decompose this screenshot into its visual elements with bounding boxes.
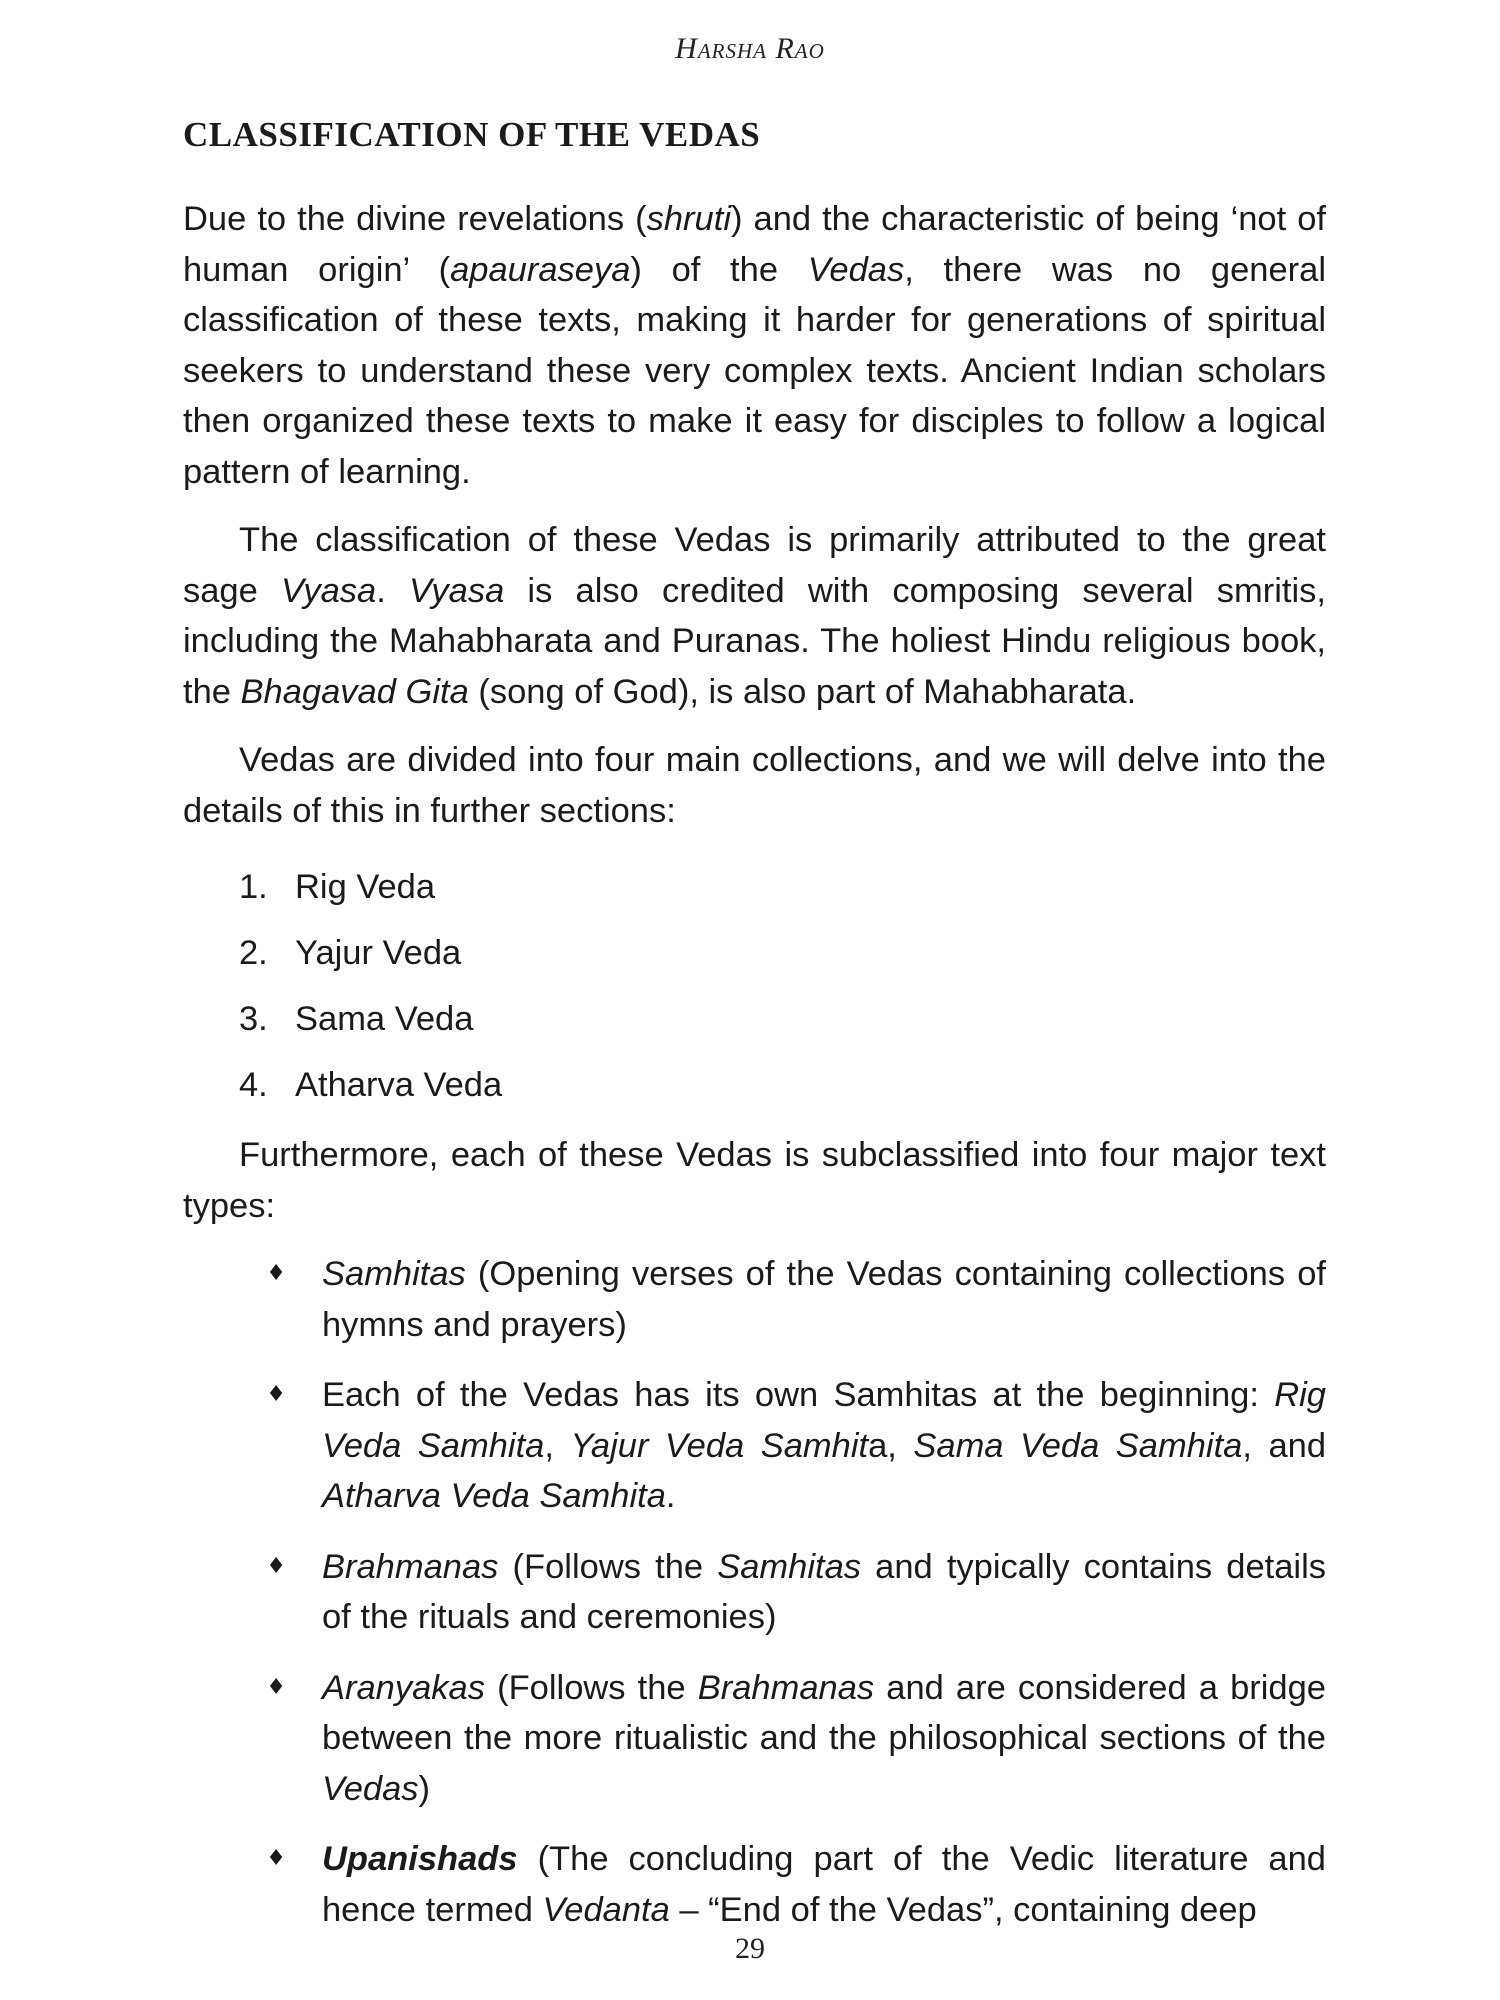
- paragraph-1: Due to the divine revelations (shruti) and the characteristic of being ‘not of human origin’ (apauraseya) of the Vedas, there was no general classification of these texts, making it harder for generations of spiritual seekers to understand these very complex texts. Ancient Indian scholars then organized these texts to make it easy for disciples to follow a logical pattern of learning.: [183, 200, 1326, 491]
- list-item: 4. Atharva Veda: [239, 1065, 503, 1104]
- list-item: ♦ Brahmanas (Follows the Samhitas and typically contains details of the rituals and ceremonies): [183, 1542, 1326, 1643]
- diamond-bullet-icon: ♦: [266, 1382, 286, 1407]
- diamond-bullet-icon: ♦: [266, 1674, 286, 1700]
- diamond-bullet-icon: ♦: [266, 1553, 286, 1579]
- vedas-list: [239, 854, 1326, 1118]
- diamond-bullet-icon: ♦: [266, 1261, 286, 1286]
- running-head: Harsha Rao: [675, 32, 825, 65]
- list-item: ♦ Upanishads (The concluding part of the Vedic literature and hence termed Vedanta – “End of the Vedas”, containing deep: [183, 1834, 1326, 1935]
- paragraph-4: Furthermore, each of these Vedas is subclassified into four major text types:: [183, 1136, 1326, 1225]
- paragraph-3: Vedas are divided into four main collections, and we will delve into the details of this in further sections:: [183, 741, 1326, 830]
- list-item: 3. Sama Veda: [239, 999, 474, 1038]
- list-item: ♦ Samhitas (Opening verses of the Vedas containing collections of hymns and prayers): [183, 1249, 1326, 1350]
- section-title: CLASSIFICATION OF THE VEDAS: [183, 115, 761, 154]
- page-number: 29: [735, 1932, 765, 1965]
- paragraph-2: The classification of these Vedas is primarily attributed to the great sage Vyasa. Vyasa is also credited with composing several smritis, including the Mahabharata and Puranas. The holiest Hindu religious book, the Bhagavad Gita (song of God), is also part of Mahabharata.: [183, 521, 1326, 711]
- diamond-bullet-icon: ♦: [266, 1846, 286, 1871]
- page-body: [183, 110, 1326, 1955]
- text-types-list: [183, 1249, 1326, 1935]
- list-item: 1. Rig Veda: [239, 867, 436, 906]
- list-item: ♦ Each of the Vedas has its own Samhitas at the beginning: Rig Veda Samhita, Yajur Veda Samhita, Sama Veda Samhita, and Atharva Veda Samhita.: [183, 1370, 1326, 1522]
- list-item: 2. Yajur Veda: [239, 933, 462, 972]
- list-item: ♦ Aranyakas (Follows the Brahmanas and are considered a bridge between the more ritualistic and the philosophical sections of the Vedas): [183, 1663, 1326, 1815]
